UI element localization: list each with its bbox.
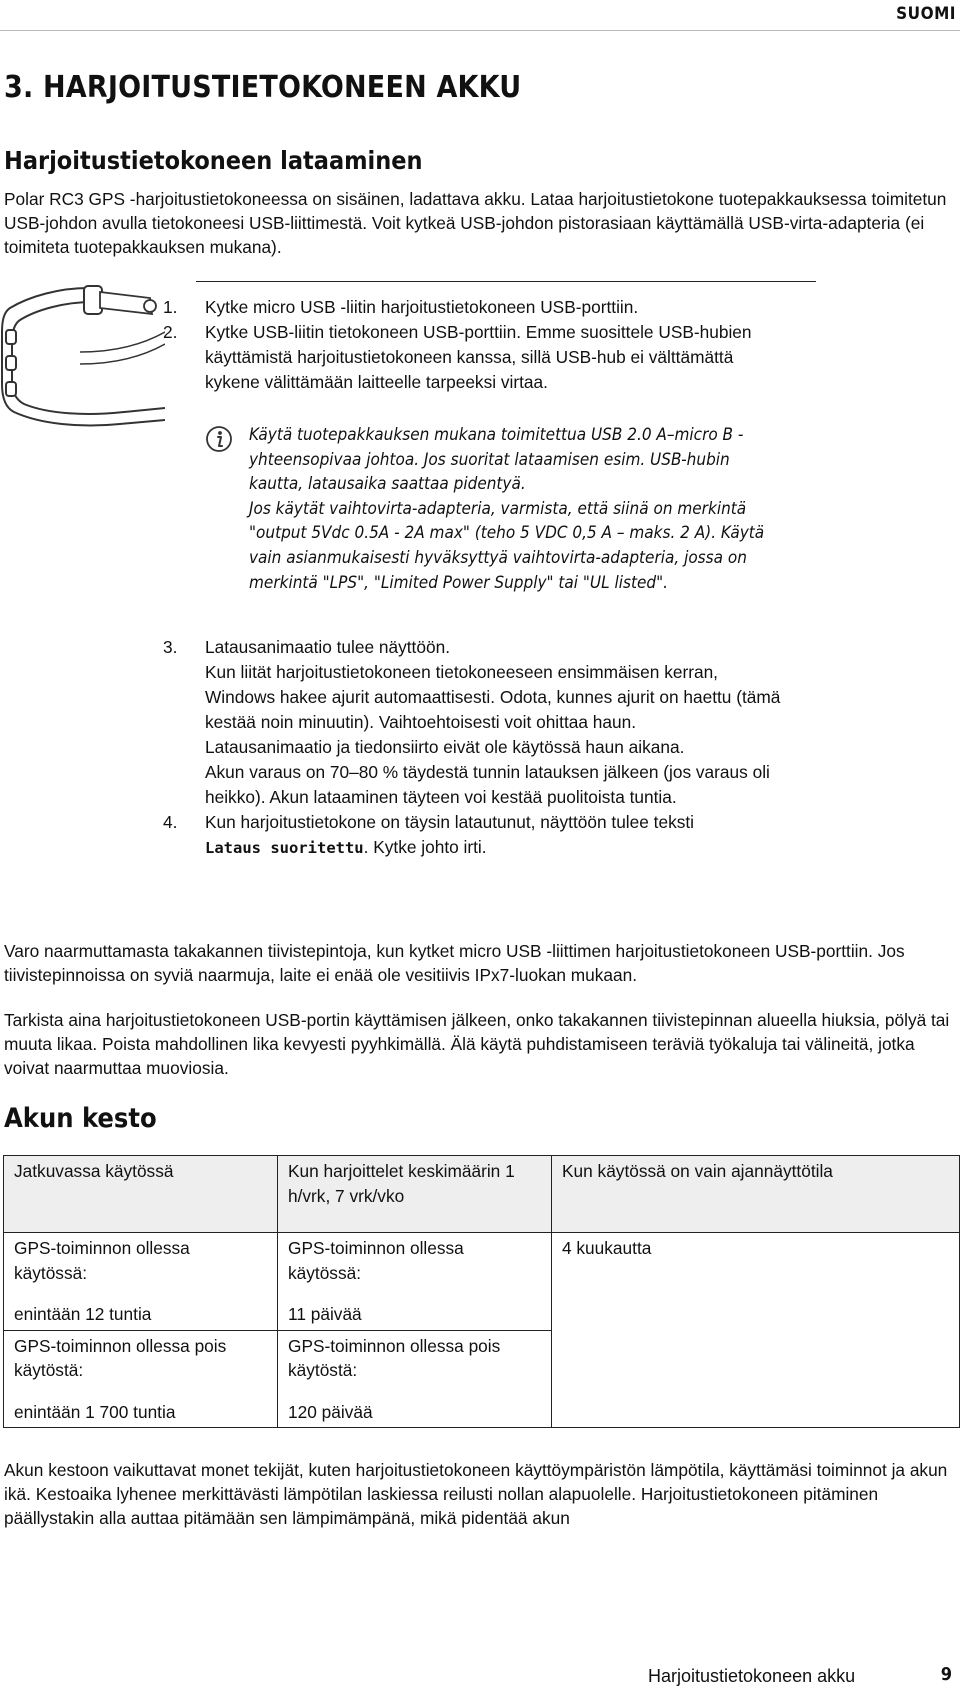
table-cell: GPS-toiminnon ollessa pois käytöstä: xyxy=(278,1330,552,1397)
table-cell: 4 kuukautta xyxy=(552,1233,960,1428)
section-title: 3. HARJOITUSTIETOKONEEN AKKU xyxy=(4,70,522,105)
note-line: Käytä tuotepakkauksen mukana toimitettua USB 2.0 A–micro B -yhteensopivaa johtoa. Jos suoritat lataamisen esim. USB-hubin kautta, latausaika saattaa pidentyä. xyxy=(249,425,744,495)
charging-intro: Polar RC3 GPS -harjoitustietokoneessa on sisäinen, ladattava akku. Lataa harjoitustietokone tuotepakkauksessa toimitetun USB-johdon avulla tietokoneesi USB-liittimestä. Voit kytkeä USB-johdon pistorasiaan käyttämällä USB-virta-adapteria (ei toimiteta tuotepakkauksen mukana). xyxy=(4,189,947,257)
table-cell: 11 päivää xyxy=(278,1299,552,1330)
table-header-cell: Kun käytössä on vain ajannäyttötila xyxy=(552,1156,960,1233)
battery-life-heading: Akun kesto xyxy=(4,1103,157,1134)
table-cell: GPS-toiminnon ollessa käytössä: xyxy=(4,1233,278,1300)
battery-life-footnote: Akun kestoon vaikuttavat monet tekijät, kuten harjoitustietokoneen käyttöympäristön lämpötila, käyttämäsi toiminnot ja akun ikä. Kestoaika lyhenee merkittävästi lämpötilan laskiessa reilusti nollan alapuolelle. Harjoitustietokoneen pitäminen päällystakin alla auttaa pitämään sen lämpimämpänä, mikä pidentää akun xyxy=(4,1460,948,1528)
cleaning-instruction: Tarkista aina harjoitustietokoneen USB-portin käyttämisen jälkeen, onko takakannen tiivistepinnan alueella hiuksia, pölyä tai muuta likaa. Poista mahdollinen lika kevyesti pyyhkimällä. Älä käytä puhdistamiseen teräviä työkaluja tai välineitä, jotka voivat naarmuttaa muoviosia. xyxy=(4,1010,950,1078)
watch-usb-illustration xyxy=(0,284,165,434)
step-text-after: . Kytke johto irti. xyxy=(363,837,487,857)
charging-heading: Harjoitustietokoneen lataaminen xyxy=(4,146,423,175)
table-cell: enintään 1 700 tuntia xyxy=(4,1397,278,1428)
table-row xyxy=(4,1156,960,1233)
step-text-before: Kun harjoitustietokone on täysin latautunut, näyttöön tulee teksti xyxy=(205,812,694,832)
info-icon xyxy=(205,425,233,453)
step-text: Latausanimaatio tulee näyttöön. Kun liität harjoitustietokoneen tietokoneeseen ensimmäisen kerran, Windows hakee ajurit automaattisesti. Odota, kunnes ajurit on haettu (tämä kestää noin minuutin). Vaihtoehtoisesti voit ohittaa haun. Latausanimaatio ja tiedonsiirto eivät ole käytössä haun aikana. Akun varaus on 70–80 % täydestä tunnin latauksen jälkeen (jos varaus oli heikko). Akun lataaminen täyteen voi kestää puolitoista tuntia. xyxy=(205,637,781,807)
charging-steps xyxy=(163,295,783,395)
step-text xyxy=(205,810,783,861)
display-message: Lataus suoritettu xyxy=(205,839,364,857)
table-cell: GPS-toiminnon ollessa pois käytöstä: xyxy=(4,1330,278,1397)
step-number: 1. xyxy=(163,297,178,317)
table-header-cell: Jatkuvassa käytössä xyxy=(4,1156,278,1233)
footer-title: Harjoitustietokoneen akku xyxy=(648,1666,856,1686)
header-rule xyxy=(0,30,960,31)
note-line: Jos käytät vaihtovirta-adapteria, varmista, että siinä on merkintä "output 5Vdc 0.5A - 2A max" (teho 5 VDC 0,5 A – maks. 2 A). Käytä vain asianmukaisesti hyväksyttyä vaihtovirta-adapteria, jossa on merkintä "LPS", "Limited Power Supply" tai "UL listed". xyxy=(249,498,765,593)
step-text: Kytke micro USB -liitin harjoitustietokoneen USB-porttiin. xyxy=(205,297,639,317)
table-cell: enintään 12 tuntia xyxy=(4,1299,278,1330)
step-number: 4. xyxy=(163,812,178,832)
seal-warning: Varo naarmuttamasta takakannen tiivistepintoja, kun kytket micro USB -liittimen harjoitustietokoneen USB-porttiin. Jos tiivistepinnoissa on syviä naarmuja, laite ei enää ole vesitiivis IPx7-luokan mukaan. xyxy=(4,941,905,985)
step-number: 2. xyxy=(163,322,178,342)
table-cell: GPS-toiminnon ollessa käytössä: xyxy=(278,1233,552,1300)
note-text xyxy=(249,423,769,595)
language-label: SUOMI xyxy=(896,4,956,24)
battery-life-table xyxy=(3,1155,960,1428)
table-header-cell: Kun harjoittelet keskimäärin 1 h/vrk, 7 vrk/vko xyxy=(278,1156,552,1233)
table-row xyxy=(4,1233,960,1300)
list-item xyxy=(163,320,783,395)
charging-steps-continued xyxy=(163,635,783,861)
list-item xyxy=(163,635,783,810)
steps-divider xyxy=(196,281,816,282)
step-number: 3. xyxy=(163,637,178,657)
list-item xyxy=(163,810,783,861)
step-text: Kytke USB-liitin tietokoneen USB-porttiin. Emme suosittele USB-hubien käyttämistä harjoitustietokoneen kanssa, sillä USB-hub ei välttämättä kykene välittämään laitteelle tarpeeksi virtaa. xyxy=(205,322,752,392)
table-cell: 120 päivää xyxy=(278,1397,552,1428)
page-number: 9 xyxy=(940,1664,952,1685)
list-item xyxy=(163,295,783,320)
